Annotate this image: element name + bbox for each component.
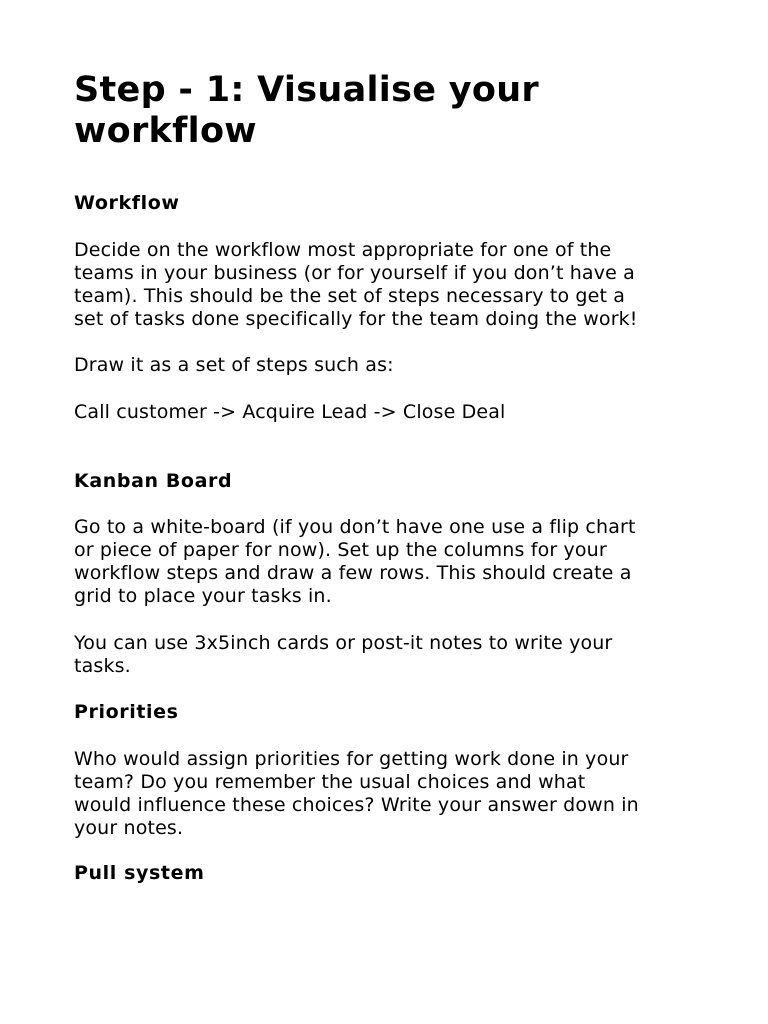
cards-paragraph xyxy=(74,632,724,678)
example-steps-text: Call customer -> Acquire Lead -> Close Deal xyxy=(74,401,506,423)
kanban-paragraph-line: or piece of paper for now). Set up the columns for your xyxy=(74,539,607,561)
heading-workflow: Workflow xyxy=(74,192,180,214)
workflow-paragraph xyxy=(74,239,724,331)
kanban-paragraph-line: workflow steps and draw a few rows. This should create a xyxy=(74,562,632,584)
kanban-paragraph-line: Go to a white-board (if you don’t have one use a flip chart xyxy=(74,516,636,538)
priorities-paragraph-line: would influence these choices? Write your answer down in xyxy=(74,794,639,816)
cards-paragraph-line: You can use 3x5inch cards or post-it notes to write your xyxy=(74,632,613,654)
priorities-paragraph xyxy=(74,748,724,840)
heading-kanban-board: Kanban Board xyxy=(74,470,233,492)
priorities-paragraph-line: team? Do you remember the usual choices and what xyxy=(74,771,586,793)
kanban-paragraph xyxy=(74,516,724,608)
cards-paragraph-line: tasks. xyxy=(74,655,131,677)
workflow-paragraph-line: teams in your business (or for yourself if you don’t have a xyxy=(74,262,635,284)
workflow-paragraph-line: Decide on the workflow most appropriate for one of the xyxy=(74,239,612,261)
heading-pull-system: Pull system xyxy=(74,862,205,884)
title-line-1: Step - 1: Visualise your xyxy=(74,70,539,110)
heading-priorities: Priorities xyxy=(74,701,179,723)
kanban-paragraph-line: grid to place your tasks in. xyxy=(74,585,332,607)
priorities-paragraph-line: Who would assign priorities for getting work done in your xyxy=(74,748,629,770)
priorities-paragraph-line: your notes. xyxy=(74,817,184,839)
workflow-paragraph-line: team). This should be the set of steps necessary to get a xyxy=(74,285,626,307)
page-title xyxy=(74,70,714,152)
workflow-paragraph-line: set of tasks done specifically for the team doing the work! xyxy=(74,308,638,330)
draw-steps-text: Draw it as a set of steps such as: xyxy=(74,354,394,376)
title-line-2: workflow xyxy=(74,111,257,151)
